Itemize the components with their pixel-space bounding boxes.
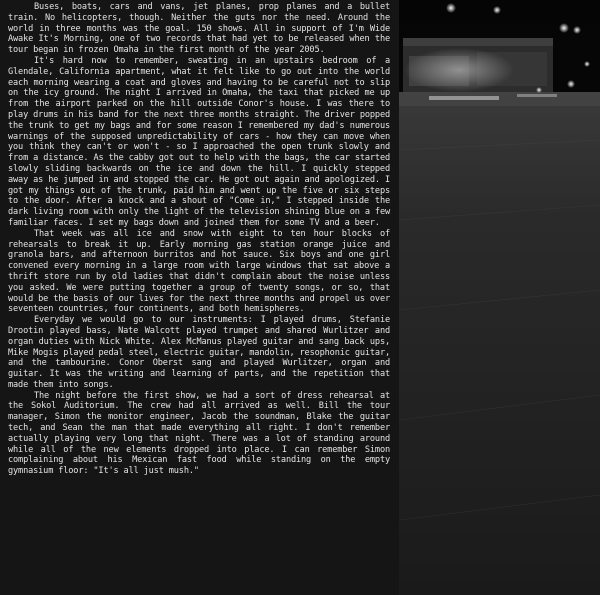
paragraph-3: That week was all ice and snow with eight to ten hour blocks of rehearsals to break it up. Early morning gas station orange juice and granola bars, and afternoon burritos and hot sauce. Six boys and one girl convened every morning in a large room with large windows that sat above a thrift store run by old ladies that didn't complain about the noise unless you asked. We were putting together a group of twenty songs, or so, that would be the basis of our lives for the next three months and propel us over seventeen countries, four continents, and both hemispheres. (8, 228, 390, 315)
paragraph-4: Everyday we would go to our instruments: I played drums, Stefanie Drootin played bass, Nate Walcott played trumpet and shared Wurlitzer and organ duties with Nick White. Alex McManus played guitar and sang back ups, Mike Mogis played pedal steel, electric guitar, mandolin, resophonic guitar, and the tambourine. Conor Oberst sang and played Wurlitzer, organ and guitar. It was the writing and learning of parts, and the repetition that made them into songs. (8, 315, 390, 390)
paragraph-5: The night before the first show, we had a sort of dress rehearsal at the Sokol Auditorium. The crew had all arrived as well. Bill the tour manager, Simon the monitor engineer, Jacob the soundman, Blake the guitar tech, and Sean the man that made everything all right. I don't remember actually playing very long that night. There was a lot of standing around while all of the new elements dropped into place. I can remember Simon complaining about his Mexican fast food while standing on the empty gymnasium floor: "It's all just mush." (8, 390, 390, 477)
night-photo-illustration (399, 0, 600, 595)
essay-text-column (8, 2, 390, 477)
paragraph-1: Buses, boats, cars and vans, jet planes, prop planes and a bullet train. No helicopters, though. Neither the guts nor the need. Around the world in three months was the goal. 150 shows. All in support of I'm Wide Awake It's Morning, one of two records that had yet to be released when the tour began in frozen Omaha in the first month of the year 2005. (8, 2, 390, 56)
night-parking-lot-photo (399, 0, 600, 595)
paragraph-2: It's hard now to remember, sweating in an upstairs bedroom of a Glendale, California apartment, what it felt like to go out into the world each morning wearing a coat and gloves and having to be careful not to slip on the icy ground. The night I arrived in Omaha, the taxi that picked me up from the airport parked on the hill outside Conor's house. I was there to play drums in his band for the next three months straight. The driver popped the trunk to get my bags and for some reason I remembered my dad's numerous warnings of the supposed unpredictability of cars - how they can move when you think they can't or won't - so I approached the open trunk slowly and from a distance. As the cabby got out to help with the bags, the car started slowly sliding backwards on the ice and down the hill. I quickly stepped away as he jumped in and stopped the car. He got out again and apologized. I got my things out of the trunk, paid him and went up the five or six steps to the door. After a knock and a shout of "Come in," I stepped inside the dark living room with only the light of the television shining blue on a few familiar faces. I set my bags down and joined them for some TV and a beer. (8, 55, 390, 228)
